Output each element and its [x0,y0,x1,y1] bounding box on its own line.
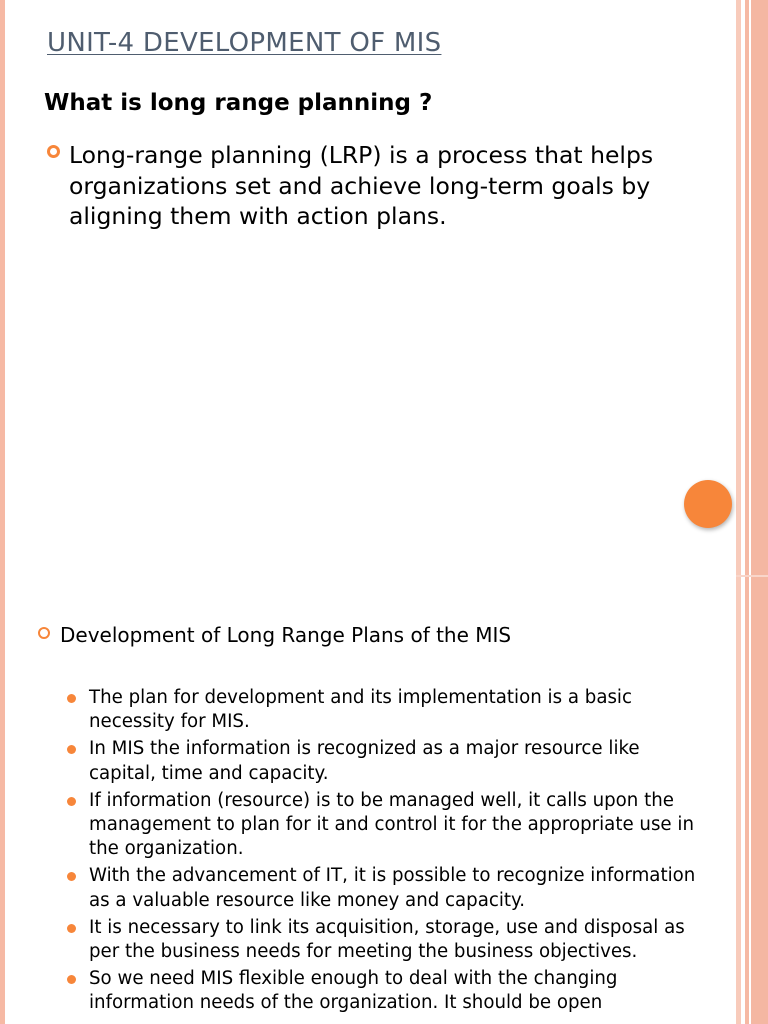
list-item [67,967,707,1015]
bullet-text: It is necessary to link its acquisition, storage, use and disposal as per the business needs for meeting the business objectives. [89,916,685,963]
hollow-circle-bullet-icon [47,145,60,158]
list-item [67,686,707,734]
section-heading: Development of Long Range Plans of the MIS [60,623,512,647]
filled-dot-bullet-icon [67,872,76,881]
hollow-circle-bullet-icon [38,627,50,639]
main-point-text: Long-range planning (LRP) is a process that helps organizations set and achieve long-term goals by aligning them with action plans. [69,141,654,230]
list-item [67,789,707,862]
filled-dot-bullet-icon [67,694,76,703]
list-item [67,737,707,785]
list-item [67,916,707,964]
bullet-text: In MIS the information is recognized as a major resource like capital, time and capacity. [89,738,640,784]
bullet-text: With the advancement of IT, it is possible to recognize information as a valuable resource like money and capacity. [89,865,696,911]
right-decorative-band [736,0,768,1024]
question-heading: What is long range planning ? [44,90,433,116]
filled-dot-bullet-icon [67,797,76,806]
list-item [67,864,707,912]
slide-title: UNIT-4 DEVELOPMENT OF MIS [47,28,442,58]
filled-dot-bullet-icon [67,745,76,754]
bullet-text: The plan for development and its implementation is a basic necessity for MIS. [89,687,632,733]
filled-dot-bullet-icon [67,924,76,933]
left-decorative-stripe [0,0,5,1024]
bullet-text: If information (resource) is to be managed well, it calls upon the management to plan for it and control it for the appropriate use in the organization. [89,789,694,860]
orange-circle-icon [684,480,732,528]
bullet-list [67,686,707,1019]
filled-dot-bullet-icon [67,975,76,984]
bullet-text: So we need MIS flexible enough to deal with the changing information needs of the organization. It should be open [89,968,618,1014]
